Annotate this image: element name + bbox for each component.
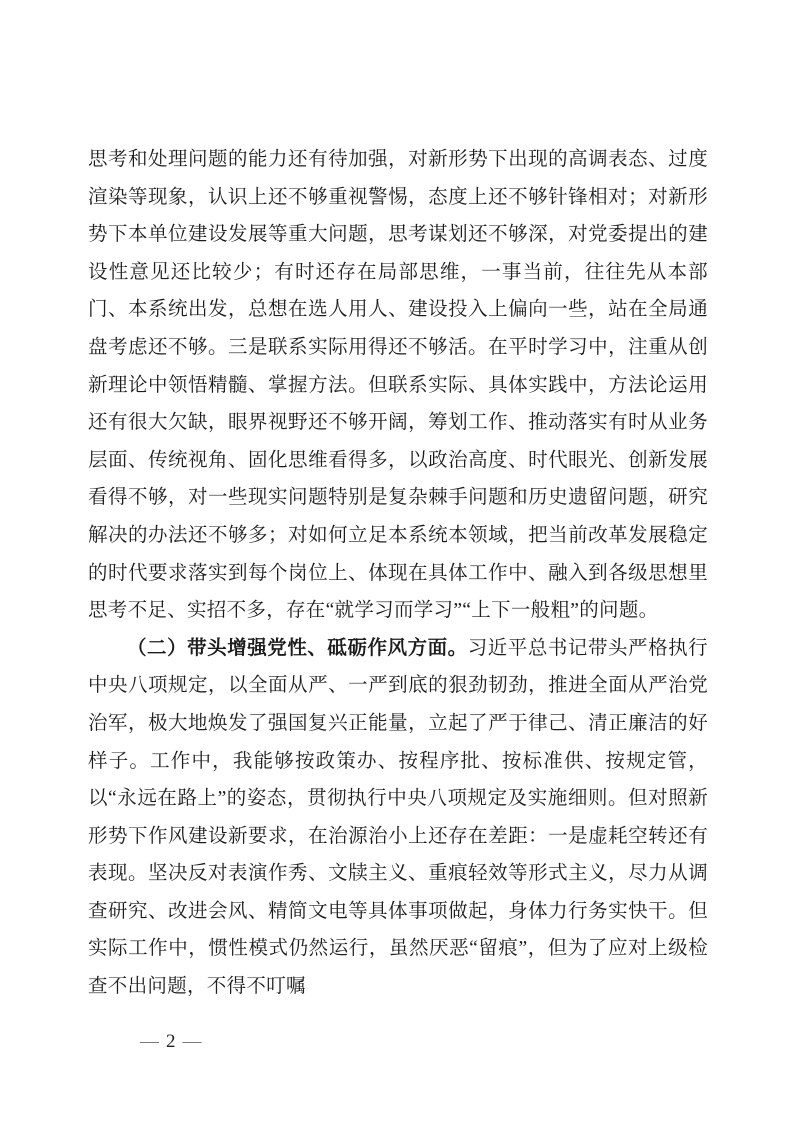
page-number: 2 — [166, 1031, 176, 1052]
section-2-body-text: 习近平总书记带头严格执行中央八项规定，以全面从严、一严到底的狠劲韧劲，推进全面从严治党治军，极大地焕发了强国复兴正能量，立起了严于律己、清正廉洁的好样子。工作中，我能够按政策办、按程序批、按标准供、按规定管，以“永远在路上”的姿态，贯彻执行中央八项规定及实施细则。但对照新形势下作风建设新要求，在治源治小上还存在差距：一是虚耗空转还有表现。坚决反对表演作秀、文牍主义、重痕轻效等形式主义，尽力从调查研究、改进会风、精简文电等具体事项做起，身体力行务实快干。但实际工作中，惯性模式仍然运行，虽然厌恶“留痕”，但为了应对上级检查不出问题，不得不叮嘱 — [88, 637, 708, 998]
section-2-heading: （二）带头增强党性、砥砺作风方面。 — [127, 637, 468, 659]
footer-left-dash: — — [140, 1031, 159, 1052]
document-body — [88, 141, 708, 1006]
paragraph-continuation: 思考和处理问题的能力还有待加强，对新形势下出现的高调表态、过度渲染等现象，认识上还不够重视警惕，态度上还不够针锋相对；对新形势下本单位建设发展等重大问题，思考谋划还不够深，对党委提出的建设性意见还比较少；有时还存在局部思维，一事当前，往往先从本部门、本系统出发，总想在选人用人、建设投入上偏向一些，站在全局通盘考虑还不够。三是联系实际用得还不够活。在平时学习中，注重从创新理论中领悟精髓、掌握方法。但联系实际、具体实践中，方法论运用还有很大欠缺，眼界视野还不够开阔，筹划工作、推动落实有时从业务层面、传统视角、固化思维看得多，以政治高度、时代眼光、创新发展看得不够，对一些现实问题特别是复杂棘手问题和历史遗留问题，研究解决的办法还不够多；对如何立足本系统本领域，把当前改革发展稳定的时代要求落实到每个岗位上、体现在具体工作中、融入到各级思想里思考不足、实招不多，存在“就学习而学习”“上下一般粗”的问题。 — [88, 149, 708, 622]
footer-right-dash: — — [182, 1031, 202, 1052]
page-footer — [133, 1031, 209, 1053]
paragraph-section-2 — [88, 630, 708, 1006]
